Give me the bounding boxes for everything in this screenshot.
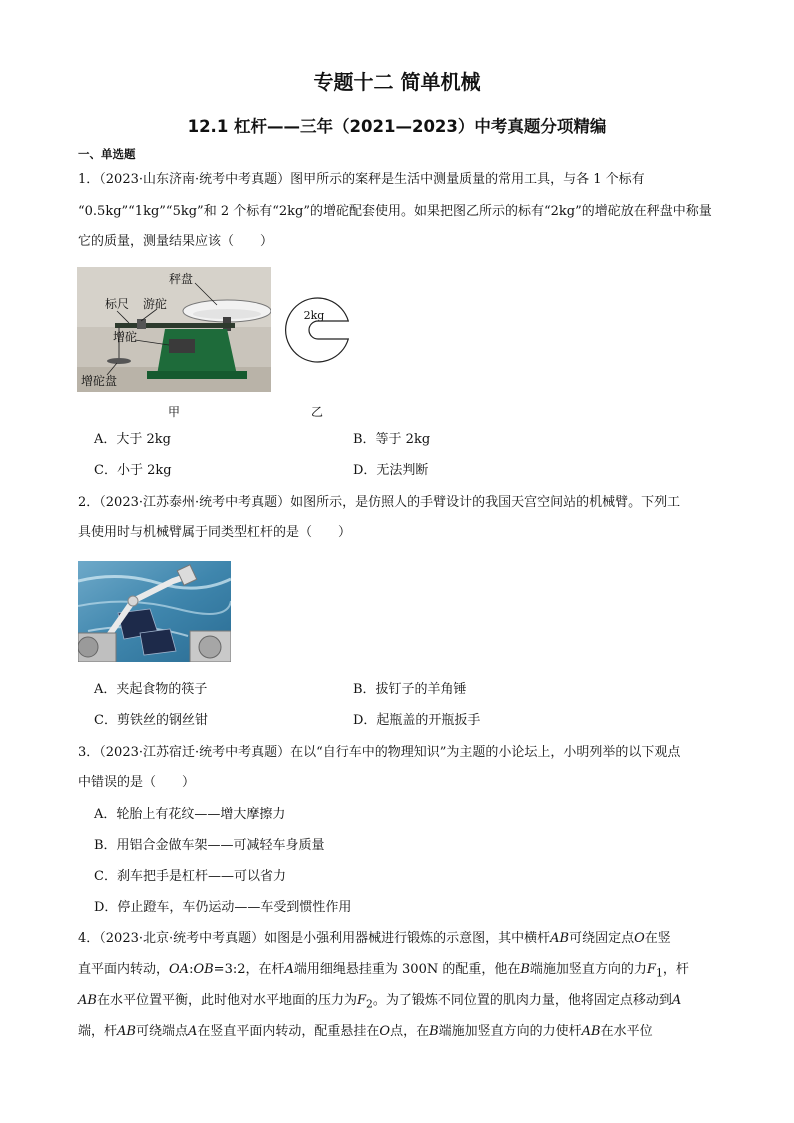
q2-line-2: 具使用时与机械臂属于同类型杠杆的是（ ） (78, 525, 352, 540)
q4-text: 在竖直平面内转动，配重悬挂在 (197, 1024, 380, 1039)
q2-line-1: 2．（2023·江苏泰州·统考中考真题）如图所示，是仿照人的手臂设计的我国天宫空间站的机械臂。下列工 (78, 495, 681, 510)
q4-var: O (634, 931, 645, 946)
page-subtitle: 12.1 杠杆——三年（2021—2023）中考真题分项精编 (187, 117, 607, 136)
q4-text: =3:2，在杆 (213, 962, 285, 977)
q4-line-1 (78, 930, 671, 948)
scale-illustration (77, 267, 271, 392)
q2-option-a: A．夹起食物的筷子 (94, 682, 208, 697)
caption-a: 甲 (168, 405, 181, 419)
label-tray: 增砣盘 (81, 374, 118, 388)
q4-text: 在水平位置平衡，此时他对水平地面的压力为 (96, 993, 357, 1008)
q2-option-c: C．剪铁丝的钢丝钳 (94, 713, 208, 728)
q1-option-c: C．小于 2kg (94, 463, 172, 478)
q4-text: 在水平位 (600, 1024, 653, 1039)
q4-line-3 (78, 992, 681, 1014)
q1-line-1: 1．（2023·山东济南·统考中考真题）图甲所示的案秤是生活中测量质量的常用工具，与各 1 个标有 (78, 172, 645, 187)
q4-text: 直平面内转动， (78, 962, 170, 977)
label-weight: 增砣 (113, 330, 138, 344)
q2-option-b: B．拔钉子的羊角锤 (353, 682, 467, 697)
q2-option-d: D．起瓶盖的开瓶扳手 (353, 713, 481, 728)
q4-text: 4．（2023·北京·统考中考真题）如图是小强利用器械进行锻炼的示意图，其中横杆 (78, 931, 551, 946)
q3-option-c: C．刹车把手是杠杆——可以省力 (94, 869, 286, 884)
q4-line-2 (78, 961, 689, 983)
q3-option-b: B．用铝合金做车架——可减轻车身质量 (94, 838, 325, 853)
q4-sub: 1 (655, 966, 663, 980)
q4-var: AB (550, 931, 570, 946)
q4-text: 端用细绳悬挂重为 300N 的配重，他在 (293, 962, 521, 977)
q1-line-3: 它的质量，测量结果应该（ ） (78, 234, 274, 249)
q3-option-d: D．停止蹬车，车仍运动——车受到惯性作用 (94, 900, 352, 915)
q4-sub: 2 (366, 997, 373, 1011)
label-ruler: 标尺 (105, 297, 130, 311)
q4-var: OA (169, 962, 190, 977)
q4-var: F (356, 993, 366, 1008)
q4-var: AB (78, 993, 97, 1008)
q1-option-a: A．大于 2kg (94, 432, 171, 447)
q1-line-2: “0.5kg”“1kg”“5kg”和 2 个标有“2kg”的增砣配套使用。如果把图乙所示的标有“2kg”的增砣放在秤盘中称量 (78, 204, 712, 219)
q4-text: ，杆 (662, 962, 689, 977)
label-slider: 游砣 (143, 297, 168, 311)
q4-var: B (429, 1024, 439, 1039)
weight-diagram (278, 290, 358, 370)
q4-var: A (187, 1024, 198, 1039)
section-heading: 一、单选题 (78, 147, 136, 161)
label-pan: 秤盘 (169, 272, 194, 286)
q4-text: : (189, 962, 194, 977)
q3-line-1: 3．（2023·江苏宿迁·统考中考真题）在以“自行车中的物理知识”为主题的小论坛上，小明列举的以下观点 (78, 745, 681, 760)
q4-text: 点，在 (390, 1024, 430, 1039)
q4-text: 可绕端点 (135, 1024, 188, 1039)
q4-var: O (379, 1024, 391, 1039)
q4-var: AB (117, 1024, 136, 1039)
q4-line-4 (78, 1023, 653, 1041)
q4-var: A (671, 993, 682, 1008)
robot-arm-photo (78, 561, 231, 662)
weight-label: 2kg (303, 309, 325, 322)
q4-var: F (646, 962, 656, 977)
q1-option-b: B．等于 2kg (353, 432, 431, 447)
scale-photo (77, 267, 271, 392)
q4-text: 在竖 (644, 931, 671, 946)
q4-var: A (284, 962, 294, 977)
q4-text: 。为了锻炼不同位置的肌肉力量，他将固定点移动到 (372, 993, 672, 1008)
q3-option-a: A．轮胎上有花纹——增大摩擦力 (94, 807, 286, 822)
robot-arm-illustration (78, 561, 231, 662)
q4-text: 端施加竖直方向的力使杆 (438, 1024, 582, 1039)
q4-text: 端，杆 (78, 1024, 118, 1039)
q4-var: OB (193, 962, 214, 977)
q3-line-2: 中错误的是（ ） (78, 775, 196, 790)
caption-b: 乙 (311, 405, 324, 419)
q4-text: 可绕固定点 (569, 931, 635, 946)
q4-text: 端施加竖直方向的力 (529, 962, 647, 977)
q4-var: AB (581, 1024, 601, 1039)
q1-option-d: D．无法判断 (353, 463, 429, 478)
page-title: 专题十二 简单机械 (313, 70, 481, 94)
q4-var: B (520, 962, 530, 977)
